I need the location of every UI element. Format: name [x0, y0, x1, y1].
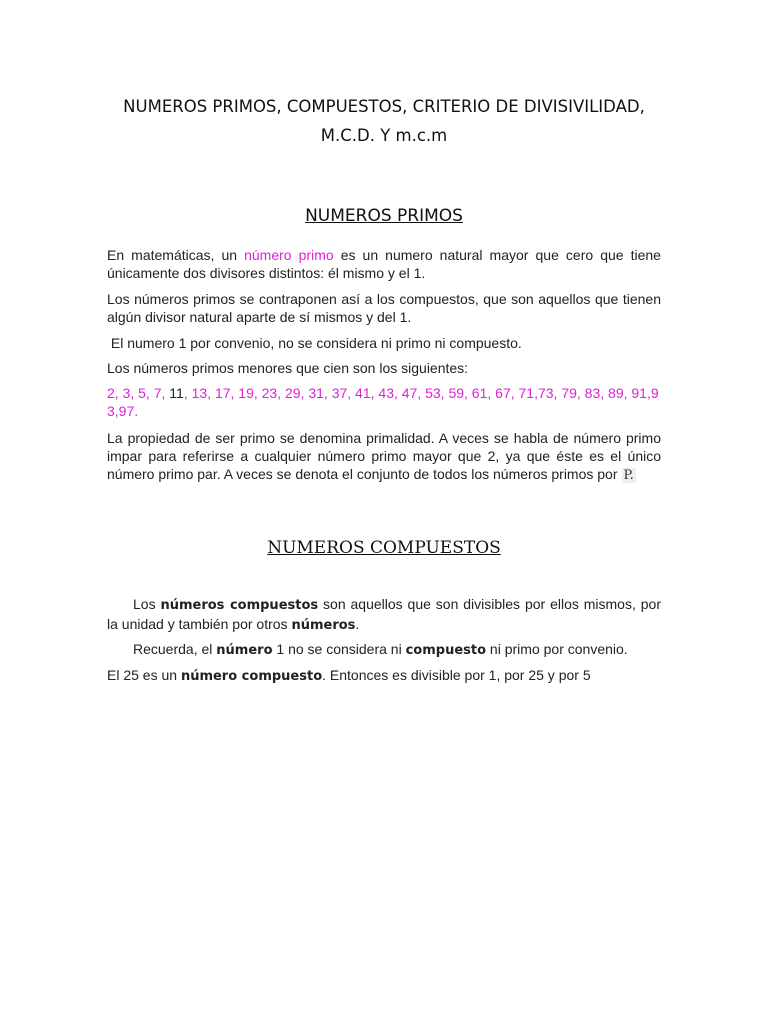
primes-list: 2, 3, 5, 7, 11, 13, 17, 19, 23, 29, 31, 37, 41, 43, 47, 53, 59, 61, 67, 71,73, 79, 83, 89, 91,93,97.	[107, 385, 659, 419]
heading-numeros-compuestos: NUMEROS COMPUESTOS	[267, 538, 501, 558]
title-line-2: M.C.D. Y m.c.m	[320, 126, 448, 145]
paragraph-definicion-primo: En matemáticas, un número primo es un numero natural mayor que cero que tiene únicamente dos divisores distintos: él mismo y el 1.	[107, 247, 661, 281]
paragraph-numero-uno: El numero 1 por convenio, no se considera ni primo ni compuesto.	[107, 335, 522, 351]
heading-numeros-primos: NUMEROS PRIMOS	[305, 206, 463, 226]
paragraph-ejemplo-25: El 25 es un número compuesto. Entonces es divisible por 1, por 25 y por 5	[107, 667, 591, 684]
paragraph-compuestos-definicion: Los números compuestos son aquellos que son divisibles por ellos mismos, por la unidad y también por otros números.	[107, 596, 661, 633]
paragraph-primalidad: La propiedad de ser primo se denomina primalidad. A veces se habla de número primo impar para referirse a cualquier número primo mayor que 2, ya que éste es el único número primo par. A veces se denota el conjunto de todos los números primos por P.	[107, 430, 661, 483]
set-primes-symbol: P.	[623, 468, 634, 483]
paragraph-contraponen: Los números primos se contraponen así a los compuestos, que son aquellos que tienen algún divisor natural aparte de sí mismos y del 1.	[107, 291, 661, 325]
paragraph-recuerda: Recuerda, el número 1 no se considera ni compuesto ni primo por convenio.	[133, 641, 628, 658]
link-numero-primo[interactable]: número primo	[244, 247, 334, 263]
document-title	[0, 92, 768, 150]
paragraph-menores-cien: Los números primos menores que cien son los siguientes:	[107, 360, 469, 376]
title-line-1: NUMEROS PRIMOS, COMPUESTOS, CRITERIO DE DIVISIVILIDAD,	[123, 97, 645, 116]
